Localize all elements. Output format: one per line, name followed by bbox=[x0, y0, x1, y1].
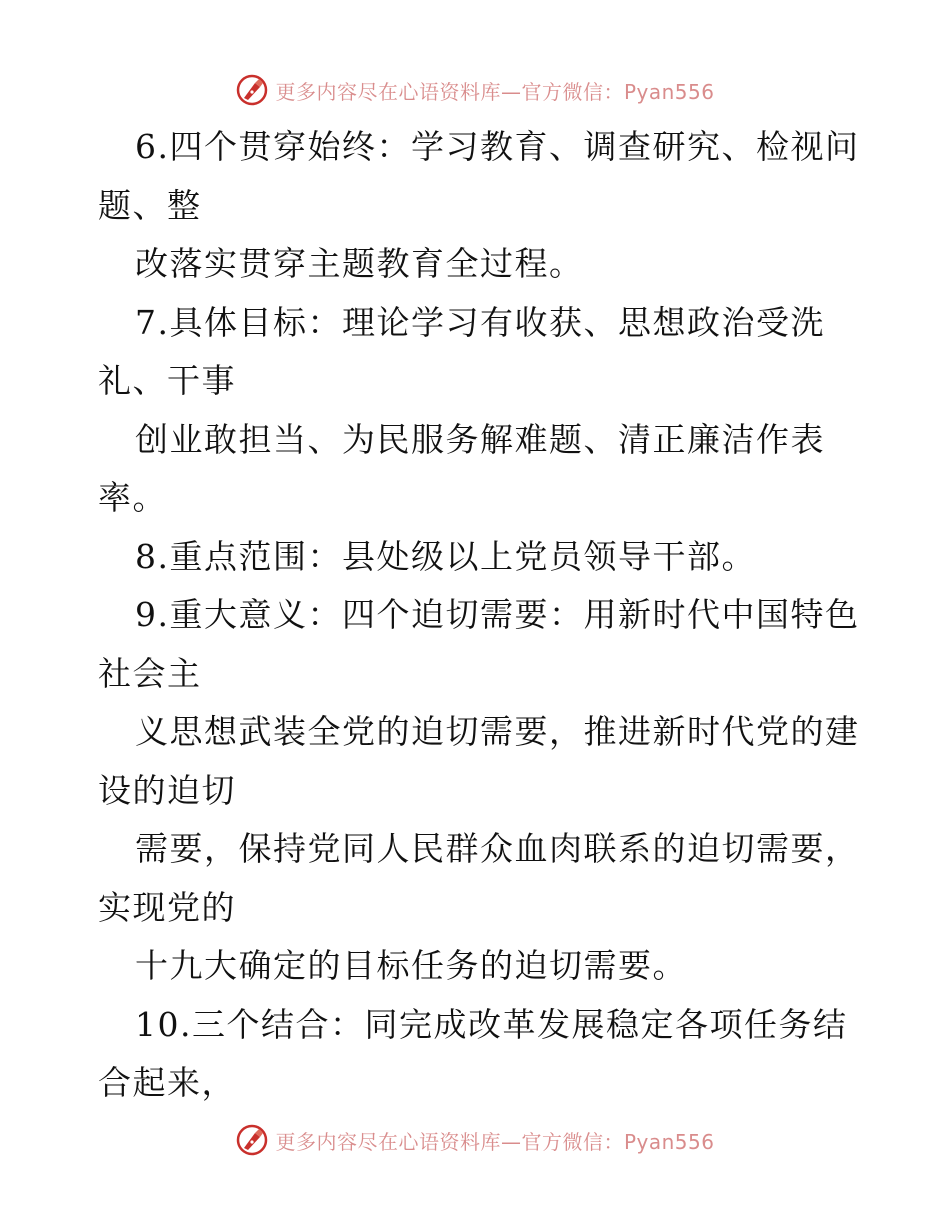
text-line: 义思想武装全党的迫切需要，推进新时代党的建 bbox=[135, 712, 860, 751]
footer-watermark bbox=[0, 1120, 950, 1160]
text-line: 9.重大意义：四个迫切需要：用新时代中国特色 bbox=[135, 595, 860, 634]
text-line: 十九大确定的目标任务的迫切需要。 bbox=[135, 946, 687, 985]
header-watermark bbox=[0, 70, 950, 110]
pen-nib-logo-icon bbox=[235, 1123, 269, 1157]
text-line: 需要，保持党同人民群众血肉联系的迫切需要， bbox=[135, 829, 860, 868]
text-line: 社会主 bbox=[98, 653, 202, 693]
text-line: 合起来， bbox=[98, 1063, 236, 1102]
text-line: 改落实贯穿主题教育全过程。 bbox=[135, 244, 584, 283]
text-line: 题、整 bbox=[98, 185, 202, 225]
text-line: 实现党的 bbox=[98, 887, 236, 927]
text-line: 创业敢担当、为民服务解难题、清正廉洁作表 bbox=[135, 419, 825, 459]
watermark-text: 更多内容尽在心语资料库—官方微信：Pyan556 bbox=[275, 1129, 715, 1154]
text-line: 率。 bbox=[98, 478, 167, 517]
text-line: 8.重点范围：县处级以上党员领导干部。 bbox=[135, 536, 756, 576]
pen-nib-logo-icon bbox=[235, 73, 269, 107]
document-body bbox=[98, 118, 858, 1113]
text-line: 10.三个结合：同完成改革发展稳定各项任务结 bbox=[135, 1004, 848, 1044]
text-line: 礼、干事 bbox=[98, 361, 236, 400]
text-line: 设的迫切 bbox=[98, 770, 236, 810]
watermark-text: 更多内容尽在心语资料库—官方微信：Pyan556 bbox=[275, 79, 715, 104]
text-line: 7.具体目标：理论学习有收获、思想政治受洗 bbox=[135, 302, 825, 342]
text-line: 6.四个贯穿始终：学习教育、调查研究、检视问 bbox=[135, 127, 860, 166]
